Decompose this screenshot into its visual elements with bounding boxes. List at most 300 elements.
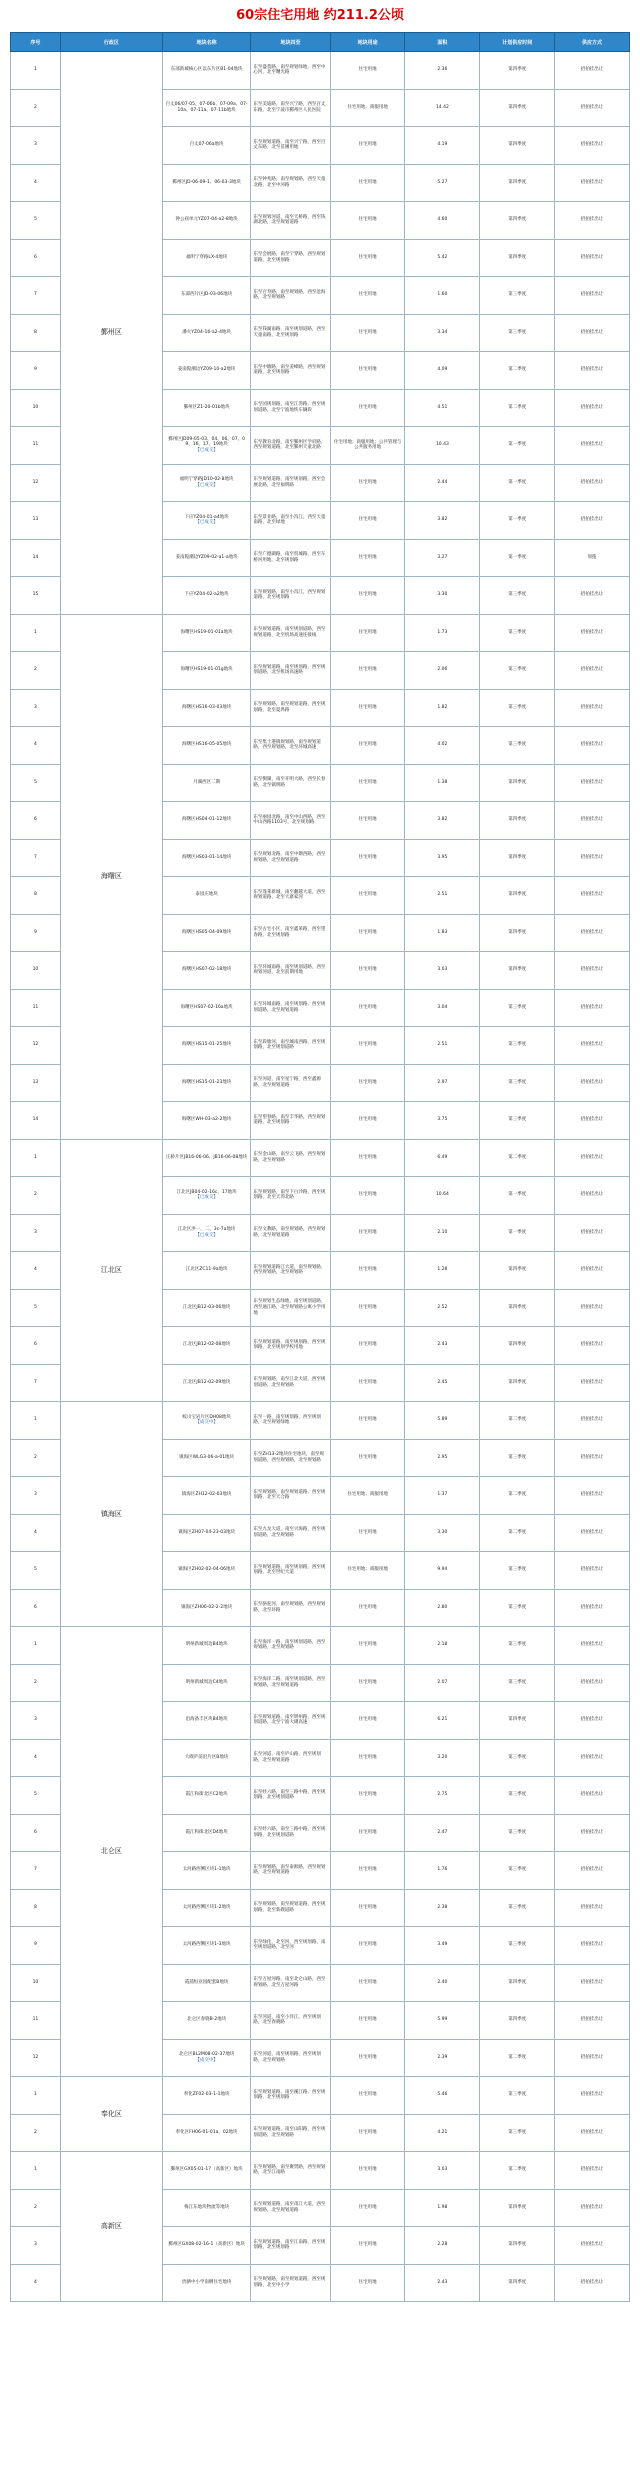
supply-method-cell: 招拍挂出让: [555, 1439, 630, 1477]
parcel-name-cell: [162, 1402, 250, 1440]
seq-cell: 3: [11, 1477, 61, 1515]
boundary-cell: 东至广德湖路，南至贸城路，西至车桥河用地，北至规划路: [251, 539, 330, 577]
supply-time-cell: 第三季度: [480, 727, 555, 765]
parcel-name: 江北区JB12-03-06地块: [182, 1304, 231, 1310]
header-district: 行政区: [60, 33, 162, 52]
seq-cell: 6: [11, 802, 61, 840]
area-cell: 1.73: [405, 614, 480, 652]
supply-time-cell: 第一季度: [480, 464, 555, 502]
area-cell: 3.27: [405, 539, 480, 577]
parcel-name: 江北区JB04-02-16c、17地块: [176, 1189, 237, 1195]
supply-time-cell: 第三季度: [480, 1027, 555, 1065]
area-cell: 2.44: [405, 464, 480, 502]
parcel-name: 下应YZ04-02-a2地块: [184, 592, 229, 598]
status-tag-close: 】: [213, 1420, 218, 1426]
use-cell: 住宅用地: [330, 389, 405, 427]
use-cell: 住宅用地: [330, 2264, 405, 2302]
use-cell: 住宅用地: [330, 802, 405, 840]
use-cell: 住宅用地: [330, 614, 405, 652]
parcel-name: 东部西片区JD-03-06地块: [181, 292, 233, 298]
supply-time-cell: 第三季度: [480, 1102, 555, 1140]
table-row: [11, 1627, 630, 1665]
table-row: [11, 52, 630, 90]
parcel-name: 鄞州区JD09-05-03、04、06、07、09、16、17、19地块: [168, 436, 245, 448]
supply-method-cell: 招拍挂出让: [555, 839, 630, 877]
use-cell: 住宅用地: [330, 577, 405, 615]
area-cell: 2.45: [405, 1364, 480, 1402]
use-cell: 住宅用地: [330, 839, 405, 877]
area-cell: 10.43: [405, 427, 480, 465]
supply-time-cell: 第四季度: [480, 802, 555, 840]
supply-method-cell: 招拍挂出让: [555, 239, 630, 277]
seq-cell: 9: [11, 914, 61, 952]
boundary-cell: 东至环城南路，南至规划道路，西至规划河道，北至前期用地: [251, 952, 330, 990]
supply-time-cell: 第二季度: [480, 389, 555, 427]
parcel-name: 明州新城周边C4地块: [185, 1679, 228, 1685]
seq-cell: 1: [11, 2152, 61, 2190]
parcel-name-cell: [162, 2264, 250, 2302]
seq-cell: 11: [11, 2002, 61, 2040]
table-row: [11, 614, 630, 652]
parcel-name: 太河路西侧区块1-2地块: [182, 1904, 231, 1910]
area-cell: 3.20: [405, 1739, 480, 1777]
status-tag-open: 【: [195, 1232, 200, 1238]
boundary-cell: 东至钟兆路，南至规划路，西至天童北路，北至中河路: [251, 164, 330, 202]
use-cell: 住宅用地: [330, 352, 405, 390]
boundary-cell: 东至规划道路，南至规划路，西至规划路，北至世纪大道: [251, 1552, 330, 1590]
boundary-cell: 东至经六路，南至三路中路，西至规划路，北至规划道路: [251, 1814, 330, 1852]
parcel-name-cell: [162, 427, 250, 465]
seq-cell: 2: [11, 2114, 61, 2152]
boundary-cell: 东至河道，南至规划路，西至规划路，北至规划路: [251, 2039, 330, 2077]
supply-method-cell: 招拍挂出让: [555, 314, 630, 352]
status-tag: 已成交: [199, 520, 214, 526]
use-cell: 住宅用地: [330, 1664, 405, 1702]
parcel-name: 姜南隍潮边YZ09-02-a1-a地块: [175, 554, 238, 560]
area-cell: 4.19: [405, 127, 480, 165]
use-cell: 住宅用地: [330, 239, 405, 277]
seq-cell: 1: [11, 2077, 61, 2115]
table-row: [11, 1402, 630, 1440]
parcel-name: 鄞州区JD-06-09-1、06-03-3地块: [172, 179, 241, 185]
area-cell: 1.76: [405, 1852, 480, 1890]
parcel-name-cell: [162, 989, 250, 1027]
page-title: 60宗住宅用地 约211.2公顷: [236, 8, 404, 23]
supply-method-cell: 招拍挂出让: [555, 1252, 630, 1290]
boundary-cell: 东至规划河道，南至天桥路，西至钱湖北路，北至规划道路: [251, 202, 330, 240]
parcel-name: 霞江和街北区C2地块: [185, 1792, 228, 1798]
supply-time-cell: 第三季度: [480, 1889, 555, 1927]
supply-method-cell: 招拍挂出让: [555, 1327, 630, 1365]
supply-time-cell: 第三季度: [480, 1664, 555, 1702]
parcel-name: 奉化ZF02-03-1-1地块: [183, 2092, 230, 2098]
parcel-name-cell: [162, 89, 250, 127]
area-cell: 5.46: [405, 2077, 480, 2115]
parcel-name-cell: [162, 1852, 250, 1890]
supply-method-cell: 招拍挂出让: [555, 914, 630, 952]
seq-cell: 3: [11, 2227, 61, 2265]
use-cell: 住宅用地: [330, 1139, 405, 1177]
area-cell: 3.95: [405, 839, 480, 877]
area-cell: 4.60: [405, 202, 480, 240]
parcel-name-cell: [162, 952, 250, 990]
use-cell: 住宅用地: [330, 989, 405, 1027]
area-cell: 1.82: [405, 689, 480, 727]
seq-cell: 5: [11, 764, 61, 802]
parcel-name: 庄桥片区JB16-06-06、JB16-06-08地块: [166, 1154, 248, 1160]
parcel-name: 霞浦恒业园配套B地块: [184, 1979, 229, 1985]
area-cell: 9.94: [405, 1552, 480, 1590]
supply-time-cell: 第三季度: [480, 1739, 555, 1777]
parcel-name: 大碶庐前沿片区B地块: [184, 1754, 229, 1760]
boundary-cell: 东至河道，南至小洋江，西至规划路，北至春晓路: [251, 2002, 330, 2040]
supply-method-cell: 招拍挂出让: [555, 1589, 630, 1627]
supply-method-cell: 招拍挂出让: [555, 1102, 630, 1140]
supply-time-cell: 第三季度: [480, 1777, 555, 1815]
parcel-name: 钟公庙单元YZ07-04-a2-8地块: [175, 217, 238, 223]
supply-time-cell: 第四季度: [480, 764, 555, 802]
seq-cell: 3: [11, 127, 61, 165]
area-cell: 3.82: [405, 802, 480, 840]
parcel-name: 梅江东地块物流等地块: [184, 2204, 230, 2210]
supply-method-cell: 招拍挂出让: [555, 614, 630, 652]
supply-method-cell: 招拍挂出让: [555, 1027, 630, 1065]
table-body: [11, 52, 630, 2302]
use-cell: 住宅用地: [330, 2039, 405, 2077]
area-cell: 2.36: [405, 52, 480, 90]
seq-cell: 3: [11, 689, 61, 727]
parcel-name-cell: [162, 2077, 250, 2115]
boundary-cell: 东至一路，南至规划路，西至规划路，北至规划绿地: [251, 1402, 330, 1440]
status-tag-close: 】: [213, 448, 218, 454]
parcel-name: 海曙区HS16-03-03地块: [182, 704, 232, 710]
seq-cell: 1: [11, 614, 61, 652]
area-cell: 3.04: [405, 989, 480, 1027]
boundary-cell: 东至倒湖，南至开明大路，西至长春路，北至镇明路: [251, 764, 330, 802]
district-cell: 镇海区: [60, 1402, 162, 1627]
use-cell: 住宅用地: [330, 1777, 405, 1815]
supply-time-cell: 第三季度: [480, 314, 555, 352]
boundary-cell: 东至规划路，南至下白沙路，西至规划路，北至天湾北路: [251, 1177, 330, 1215]
use-cell: 住宅用地: [330, 1027, 405, 1065]
boundary-cell: 东至百寿路，南至规划路，西至沧海路，北至规划路: [251, 277, 330, 315]
use-cell: 住宅用地: [330, 1889, 405, 1927]
boundary-cell: 东至规划道路，南至规划路，西至会展北路，北至福明路: [251, 464, 330, 502]
parcel-name-cell: [162, 239, 250, 277]
seq-cell: 2: [11, 1664, 61, 1702]
use-cell: 住宅用地: [330, 1702, 405, 1740]
boundary-cell: 东至规划生态绿地，南至规划道路，西至通江路，北至规划路公寓小学用地: [251, 1289, 330, 1327]
parcel-name-cell: [162, 127, 250, 165]
boundary-cell: 东至规划道路，南至甬江大道，西至规划路，北至规划道路: [251, 2189, 330, 2227]
supply-method-cell: 招拍挂出让: [555, 952, 630, 990]
boundary-cell: 东至规划道路，南至江南路，西至规划路，北至规划路: [251, 2227, 330, 2265]
boundary-cell: 东至集士港镇规划路，南至规划道路，西至规划路，北至环城高速: [251, 727, 330, 765]
supply-time-cell: 第四季度: [480, 839, 555, 877]
supply-time-cell: 第三季度: [480, 1814, 555, 1852]
area-cell: 4.51: [405, 389, 480, 427]
supply-method-cell: 招拍挂出让: [555, 1364, 630, 1402]
seq-cell: 15: [11, 577, 61, 615]
seq-cell: 4: [11, 1514, 61, 1552]
parcel-name-cell: [162, 1289, 250, 1327]
area-cell: 1.83: [405, 914, 480, 952]
use-cell: 住宅用地: [330, 314, 405, 352]
parcel-name: 奉化区FH06-01-01a、02地块: [175, 2129, 238, 2135]
area-cell: 6.21: [405, 1702, 480, 1740]
boundary-cell: 东至美迪路，南至兴宁路，西至百丈东路，北至宁波市鄞州区人民医院: [251, 89, 330, 127]
parcel-name-cell: [162, 464, 250, 502]
table-row: [11, 1139, 630, 1177]
parcel-name-cell: [162, 1889, 250, 1927]
parcel-name: 潘火YZ04-16-a2-4地块: [182, 329, 231, 335]
parcel-name-cell: [162, 1964, 250, 2002]
use-cell: 住宅用地: [330, 1102, 405, 1140]
supply-time-cell: 第三季度: [480, 689, 555, 727]
parcel-name: 海曙区HS04-01-12地块: [182, 817, 232, 823]
use-cell: 住宅用地: [330, 1589, 405, 1627]
status-tag-close: 】: [213, 520, 218, 526]
district-cell: 江北区: [60, 1139, 162, 1402]
area-cell: 4.02: [405, 727, 480, 765]
supply-method-cell: 招拍挂出让: [555, 1702, 630, 1740]
seq-cell: 13: [11, 502, 61, 540]
seq-cell: 5: [11, 1289, 61, 1327]
parcel-name-cell: [162, 352, 250, 390]
boundary-cell: 东至九龙大道，南至兴海路，西至规划道路，北至规划路: [251, 1514, 330, 1552]
use-cell: 住宅用地: [330, 1739, 405, 1777]
parcel-name: 沿海备丰区块B4地块: [185, 1717, 228, 1723]
seq-cell: 2: [11, 1177, 61, 1215]
parcel-name-cell: [162, 1777, 250, 1815]
supply-method-cell: 招拍挂出让: [555, 1664, 630, 1702]
boundary-cell: 东至海洋一路，南至规划道路，西至规划路，北至规划路: [251, 1627, 330, 1665]
supply-time-cell: 第二季度: [480, 1514, 555, 1552]
parcel-name: 明州新城周边B4地块: [185, 1642, 228, 1648]
use-cell: 住宅用地: [330, 2189, 405, 2227]
boundary-cell: 东至蓬莱新城，南至翻越大道，西至规划道路，北至大寨家河: [251, 877, 330, 915]
seq-cell: 6: [11, 1589, 61, 1627]
supply-time-cell: 第三季度: [480, 1439, 555, 1477]
boundary-cell: 东至河道，南至庐山路，西至规划路，北至规划道路: [251, 1739, 330, 1777]
boundary-cell: 东至规划道路江大道，南至规划路，西至规划路，北至规划路: [251, 1252, 330, 1290]
area-cell: 2.97: [405, 1064, 480, 1102]
parcel-name-cell: [162, 389, 250, 427]
supply-time-cell: 第三季度: [480, 1064, 555, 1102]
boundary-cell: 东至河道，南至星宁路，西至鑫源路，北至规划道路: [251, 1064, 330, 1102]
supply-method-cell: 招拍挂出让: [555, 1552, 630, 1590]
parcel-name-cell: [162, 1364, 250, 1402]
supply-time-cell: 第四季度: [480, 164, 555, 202]
parcel-name: 海曙区HS19-01-01g地块: [180, 667, 233, 673]
supply-method-cell: 招拍挂出让: [555, 2077, 630, 2115]
supply-time-cell: 第三季度: [480, 652, 555, 690]
seq-cell: 8: [11, 314, 61, 352]
area-cell: 1.60: [405, 277, 480, 315]
area-cell: 5.42: [405, 239, 480, 277]
header-seq: 序号: [11, 33, 61, 52]
boundary-cell: 东至古宅小区，南至鑫莱路，西至望春路，北至规划路: [251, 914, 330, 952]
use-cell: 住宅用地: [330, 2152, 405, 2190]
supply-time-cell: 第三季度: [480, 614, 555, 652]
status-tag: 成交中: [199, 1420, 214, 1426]
supply-method-cell: 招拍挂出让: [555, 1402, 630, 1440]
status-tag-open: 【: [195, 2057, 200, 2063]
use-cell: 住宅用地: [330, 1214, 405, 1252]
supply-method-cell: 招拍挂出让: [555, 802, 630, 840]
boundary-cell: 东至环城南路，南至规划路，西至规划道路，北至规划道路: [251, 989, 330, 1027]
supply-method-cell: 招拍挂出让: [555, 1777, 630, 1815]
seq-cell: 4: [11, 727, 61, 765]
use-cell: 住宅用地: [330, 2002, 405, 2040]
parcel-name: 太河路西侧区块1-3地块: [182, 1942, 231, 1948]
parcel-name: 鄞州区GX08-02-16-1（高新区）地块: [168, 2242, 245, 2248]
seq-cell: 6: [11, 1327, 61, 1365]
supply-method-cell: 招拍挂出让: [555, 1739, 630, 1777]
seq-cell: 1: [11, 1139, 61, 1177]
supply-method-cell: 招拍挂出让: [555, 1927, 630, 1965]
boundary-cell: 东至规划北路，南至中塘西路，西至规划路，北至规划道路: [251, 839, 330, 877]
parcel-name-cell: [162, 802, 250, 840]
seq-cell: 6: [11, 239, 61, 277]
area-cell: 1.37: [405, 1477, 480, 1515]
parcel-name: 海曙区HS07-02-16a地块: [180, 1004, 233, 1010]
parcel-name-cell: [162, 2227, 250, 2265]
area-cell: 2.47: [405, 1814, 480, 1852]
parcel-name-cell: [162, 164, 250, 202]
supply-method-cell: 招拍挂出让: [555, 502, 630, 540]
parcel-name: 百丈06/07-05、07-06b、07-09a、07-10a、07-11a、07-11b地块: [165, 102, 248, 113]
parcel-name: 镇海区WLG3-06-a-01地块: [179, 1454, 235, 1460]
area-cell: 3.30: [405, 1514, 480, 1552]
parcel-name-cell: [162, 727, 250, 765]
boundary-cell: 东至规划路，南至规划道路，西至规划路，北至夏禹路: [251, 689, 330, 727]
supply-time-cell: 第三季度: [480, 277, 555, 315]
seq-cell: 11: [11, 427, 61, 465]
use-cell: 住宅用地: [330, 277, 405, 315]
supply-method-cell: 招拍挂出让: [555, 1214, 630, 1252]
supply-method-cell: 招拍挂出让: [555, 1289, 630, 1327]
supply-method-cell: 招拍挂出让: [555, 1852, 630, 1890]
parcel-name: 海曙区WH-03-a2-2地块: [181, 1117, 232, 1123]
supply-method-cell: 招拍挂出让: [555, 1627, 630, 1665]
parcel-name-cell: [162, 277, 250, 315]
parcel-name: 蛟川宝岩片区DH08地块: [182, 1414, 231, 1420]
area-cell: 3.75: [405, 1102, 480, 1140]
parcel-name-cell: [162, 614, 250, 652]
parcel-name-cell: [162, 1064, 250, 1102]
supply-method-cell: 招拍挂出让: [555, 2039, 630, 2077]
supply-method-cell: 招拍挂出让: [555, 1139, 630, 1177]
use-cell: 住宅用地: [330, 2077, 405, 2115]
use-cell: 住宅用地: [330, 502, 405, 540]
use-cell: 住宅用地: [330, 164, 405, 202]
use-cell: 住宅用地: [330, 727, 405, 765]
supply-time-cell: 第三季度: [480, 2077, 555, 2115]
supply-method-cell: 招拍挂出让: [555, 1889, 630, 1927]
supply-time-cell: 第三季度: [480, 989, 555, 1027]
use-cell: 住宅用地: [330, 1627, 405, 1665]
parcel-name: 贵驷中小学南侧住宅地块: [181, 2279, 232, 2285]
boundary-cell: 东至经六路，南至三路中路，西至规划路，北至规划道路: [251, 1777, 330, 1815]
supply-method-cell: 招拍挂出让: [555, 52, 630, 90]
district-cell: 北仑区: [60, 1627, 162, 2077]
use-cell: 住宅用地: [330, 52, 405, 90]
boundary-cell: 东至盛莫路，南至规划绿地，西至中心河，北至曙光路: [251, 52, 330, 90]
parcel-name: 镇海区ZH07-04-23-03地块: [178, 1529, 235, 1535]
parcel-name: 镇海区ZH06-02-2-2地块: [181, 1604, 233, 1610]
seq-cell: 7: [11, 839, 61, 877]
boundary-cell: 东至规划路，南至江北大道，西至规划道路，北至规划路: [251, 1364, 330, 1402]
parcel-name: 海曙区HS07-02-18地块: [182, 967, 232, 973]
parcel-name-cell: [162, 1927, 250, 1965]
supply-method-cell: 招拍挂出让: [555, 877, 630, 915]
parcel-name: 月湖西区二期: [193, 779, 221, 785]
supply-time-cell: 第三季度: [480, 577, 555, 615]
supply-method-cell: 招拍挂出让: [555, 1514, 630, 1552]
supply-time-cell: 第二季度: [480, 1402, 555, 1440]
parcel-name: 江北区JB12-02-08地块: [182, 1342, 231, 1348]
area-cell: 2.51: [405, 877, 480, 915]
area-cell: 2.51: [405, 1027, 480, 1065]
parcel-name-cell: [162, 1702, 250, 1740]
supply-method-cell: 招拍挂出让: [555, 352, 630, 390]
supply-time-cell: 第四季度: [480, 1702, 555, 1740]
area-cell: 4.09: [405, 352, 480, 390]
boundary-cell: 东至教育北路，南至鄞州区学府路，西至规划道路，北至鄞州天童北路: [251, 427, 330, 465]
use-cell: 住宅用地: [330, 1852, 405, 1890]
header-supply-method: 供应方式: [555, 33, 630, 52]
use-cell: 住宅用地: [330, 202, 405, 240]
area-cell: 4.21: [405, 2114, 480, 2152]
table-row: [11, 2152, 630, 2190]
supply-method-cell: 招拍挂出让: [555, 2152, 630, 2190]
supply-method-cell: 招拍挂出让: [555, 427, 630, 465]
status-tag-open: 【: [195, 1420, 200, 1426]
table-row: [11, 2077, 630, 2115]
parcel-name-cell: [162, 1214, 250, 1252]
area-cell: 2.40: [405, 1964, 480, 2002]
parcel-name: 北仑区春晓B-2地块: [187, 2017, 227, 2023]
parcel-name: 北仑区BL2M08-02-37地块: [178, 2052, 235, 2058]
parcel-name: 东部新城核心区以东片区B1-04地块: [170, 67, 243, 73]
seq-cell: 8: [11, 1889, 61, 1927]
seq-cell: 5: [11, 1552, 61, 1590]
boundary-cell: 东至规划道路，南至山阳路，西至规划道路，北至规划路: [251, 2114, 330, 2152]
seq-cell: 2: [11, 89, 61, 127]
boundary-cell: 东至规划道路，南至明州路，西至规划道路，北至宁波大碶高速: [251, 1702, 330, 1740]
parcel-name: 泰园庄地块: [195, 892, 218, 898]
supply-time-cell: 第一季度: [480, 539, 555, 577]
use-cell: 住宅用地: [330, 2114, 405, 2152]
boundary-cell: 东至规划道路，南至规划路，西至规划道路，北至机场高速路: [251, 652, 330, 690]
area-cell: 2.18: [405, 1627, 480, 1665]
parcel-name-cell: [162, 1514, 250, 1552]
parcel-name: 江北区洪一、二、3c-7a地块: [177, 1227, 236, 1233]
supply-method-cell: 招拍挂出让: [555, 2227, 630, 2265]
use-cell: 住宅用地；商服用地: [330, 89, 405, 127]
parcel-name-cell: [162, 577, 250, 615]
area-cell: 2.95: [405, 1439, 480, 1477]
parcel-name-cell: [162, 1627, 250, 1665]
supply-method-cell: 招拍挂出让: [555, 1064, 630, 1102]
area-cell: 3.82: [405, 502, 480, 540]
area-cell: 2.28: [405, 2227, 480, 2265]
district-cell: 海曙区: [60, 614, 162, 1139]
parcel-name-cell: [162, 1439, 250, 1477]
area-cell: 2.43: [405, 2264, 480, 2302]
area-cell: 2.43: [405, 1327, 480, 1365]
